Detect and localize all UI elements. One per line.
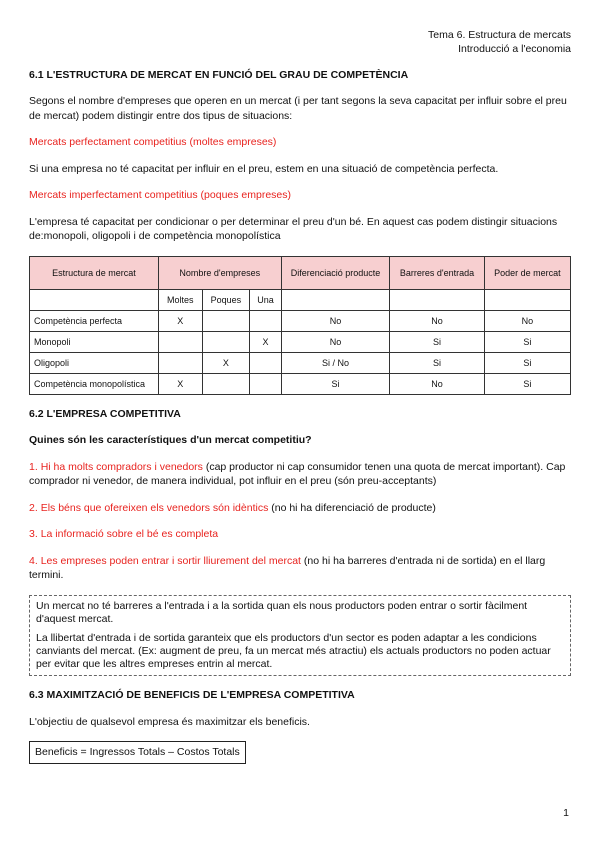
cell-one: X [250, 331, 281, 352]
subheader-empty [484, 289, 570, 310]
subheader-empty [30, 289, 159, 310]
barriers-note-p1: Un mercat no té barreres a l'entrada i a la sortida quan els nous productors poden entrar o sortir fàcilment d'aquest mercat. [36, 599, 528, 625]
page-content [29, 68, 571, 764]
cell-few: X [202, 352, 250, 373]
row-name: Competència perfecta [30, 310, 159, 331]
cell-market-power: No [484, 310, 570, 331]
cell-few [202, 373, 250, 394]
cell-market-power: Si [484, 352, 570, 373]
profit-formula-box: Beneficis = Ingressos Totals – Costos Totals [29, 741, 246, 763]
cell-few [202, 310, 250, 331]
perfect-markets-heading: Mercats perfectament competitius (moltes empreses) [29, 136, 277, 149]
cell-many [158, 331, 202, 352]
col-header-barriers: Barreres d'entrada [390, 256, 484, 289]
cell-one [250, 310, 281, 331]
cell-differentiation: Si [281, 373, 390, 394]
table-row [30, 352, 571, 373]
characteristic-item [29, 527, 571, 541]
header-course: Introducció a l'economia [458, 42, 571, 55]
cell-barriers: Si [390, 331, 484, 352]
section-6-3-intro: L'objectiu de qualsevol empresa és maximitzar els beneficis. [29, 715, 310, 728]
market-structure-table [29, 256, 571, 395]
cell-differentiation: No [281, 331, 390, 352]
section-6-2-question: Quines són les característiques d'un mercat competitiu? [29, 434, 312, 447]
item-text: (no hi ha diferenciació de producte) [268, 501, 436, 514]
subheader-one: Una [250, 289, 281, 310]
item-highlight: Els béns que ofereixen els venedors són idèntics [40, 501, 269, 514]
table-row [30, 310, 571, 331]
col-header-structure: Estructura de mercat [30, 256, 159, 289]
col-header-differentiation: Diferenciació producte [281, 256, 390, 289]
perfect-markets-text: Si una empresa no té capacitat per influir en el preu, estem en una situació de competència perfecta. [29, 162, 499, 175]
row-name: Oligopoli [30, 352, 159, 373]
row-name: Monopoli [30, 331, 159, 352]
characteristic-item [29, 501, 571, 515]
cell-barriers: No [390, 310, 484, 331]
item-highlight: Hi ha molts compradors i venedors [40, 460, 203, 473]
cell-differentiation: No [281, 310, 390, 331]
barriers-note-p2: La llibertat d'entrada i de sortida garanteix que els productors d'un sector es poden adaptar a les condicions canviants del mercat. (Ex: augment de preu, fa un mercat més atractiu) els actuals productors no poden actuar per evitar que les altres empreses entrin al mercat. [36, 632, 551, 671]
item-number: 2. [29, 501, 38, 514]
item-number: 1. [29, 460, 38, 473]
cell-many: X [158, 373, 202, 394]
cell-market-power: Si [484, 331, 570, 352]
cell-many: X [158, 310, 202, 331]
page-number: 1 [563, 807, 569, 819]
item-number: 4. [29, 554, 38, 567]
item-highlight: La informació sobre el bé es completa [40, 528, 219, 541]
cell-many [158, 352, 202, 373]
cell-differentiation: Si / No [281, 352, 390, 373]
table-row [30, 331, 571, 352]
item-number: 3. [29, 528, 38, 541]
section-6-1-title: 6.1 L'ESTRUCTURA DE MERCAT EN FUNCIÓ DEL GRAU DE COMPETÈNCIA [29, 69, 409, 81]
item-text: (cap productor ni cap consumidor tenen una quota de mercat important). Cap comprador ni venedor, de manera individual, pot influir en el preu (són preu-acceptants) [29, 460, 566, 488]
item-highlight: Les empreses poden entrar i sortir lliurement del mercat [40, 554, 301, 567]
cell-barriers: Si [390, 352, 484, 373]
section-6-2-title: 6.2 L'EMPRESA COMPETITIVA [29, 407, 181, 420]
page-header [428, 29, 571, 56]
characteristic-item [29, 554, 571, 583]
imperfect-markets-text: L'empresa té capacitat per condicionar o per determinar el preu d'un bé. En aquest cas podem distingir situacions de:monopoli, oligopoli i de competència monopolística [29, 215, 558, 243]
cell-market-power: Si [484, 373, 570, 394]
cell-few [202, 331, 250, 352]
imperfect-markets-heading: Mercats imperfectament competitius (poques empreses) [29, 189, 292, 202]
table-row [30, 373, 571, 394]
header-topic: Tema 6. Estructura de mercats [428, 29, 571, 41]
subheader-empty [390, 289, 484, 310]
section-6-1-intro: Segons el nombre d'empreses que operen en un mercat (i per tant segons la seva capacitat per influir sobre el preu de mercat) podem distingir entre dos tipus de situacions: [29, 95, 567, 122]
cell-one [250, 352, 281, 373]
subheader-many: Moltes [158, 289, 202, 310]
subheader-empty [281, 289, 390, 310]
characteristic-item [29, 460, 571, 489]
subheader-few: Poques [202, 289, 250, 310]
cell-barriers: No [390, 373, 484, 394]
row-name: Competència monopolística [30, 373, 159, 394]
col-header-num-firms: Nombre d'empreses [158, 256, 281, 289]
section-6-3-title: 6.3 MAXIMITZACIÓ DE BENEFICIS DE L'EMPRESA COMPETITIVA [29, 689, 355, 702]
col-header-market-power: Poder de mercat [484, 256, 570, 289]
cell-one [250, 373, 281, 394]
item-text: (no hi ha barreres d'entrada ni de sortida) en el llarg termini. [29, 554, 546, 582]
barriers-note-box [29, 595, 571, 677]
